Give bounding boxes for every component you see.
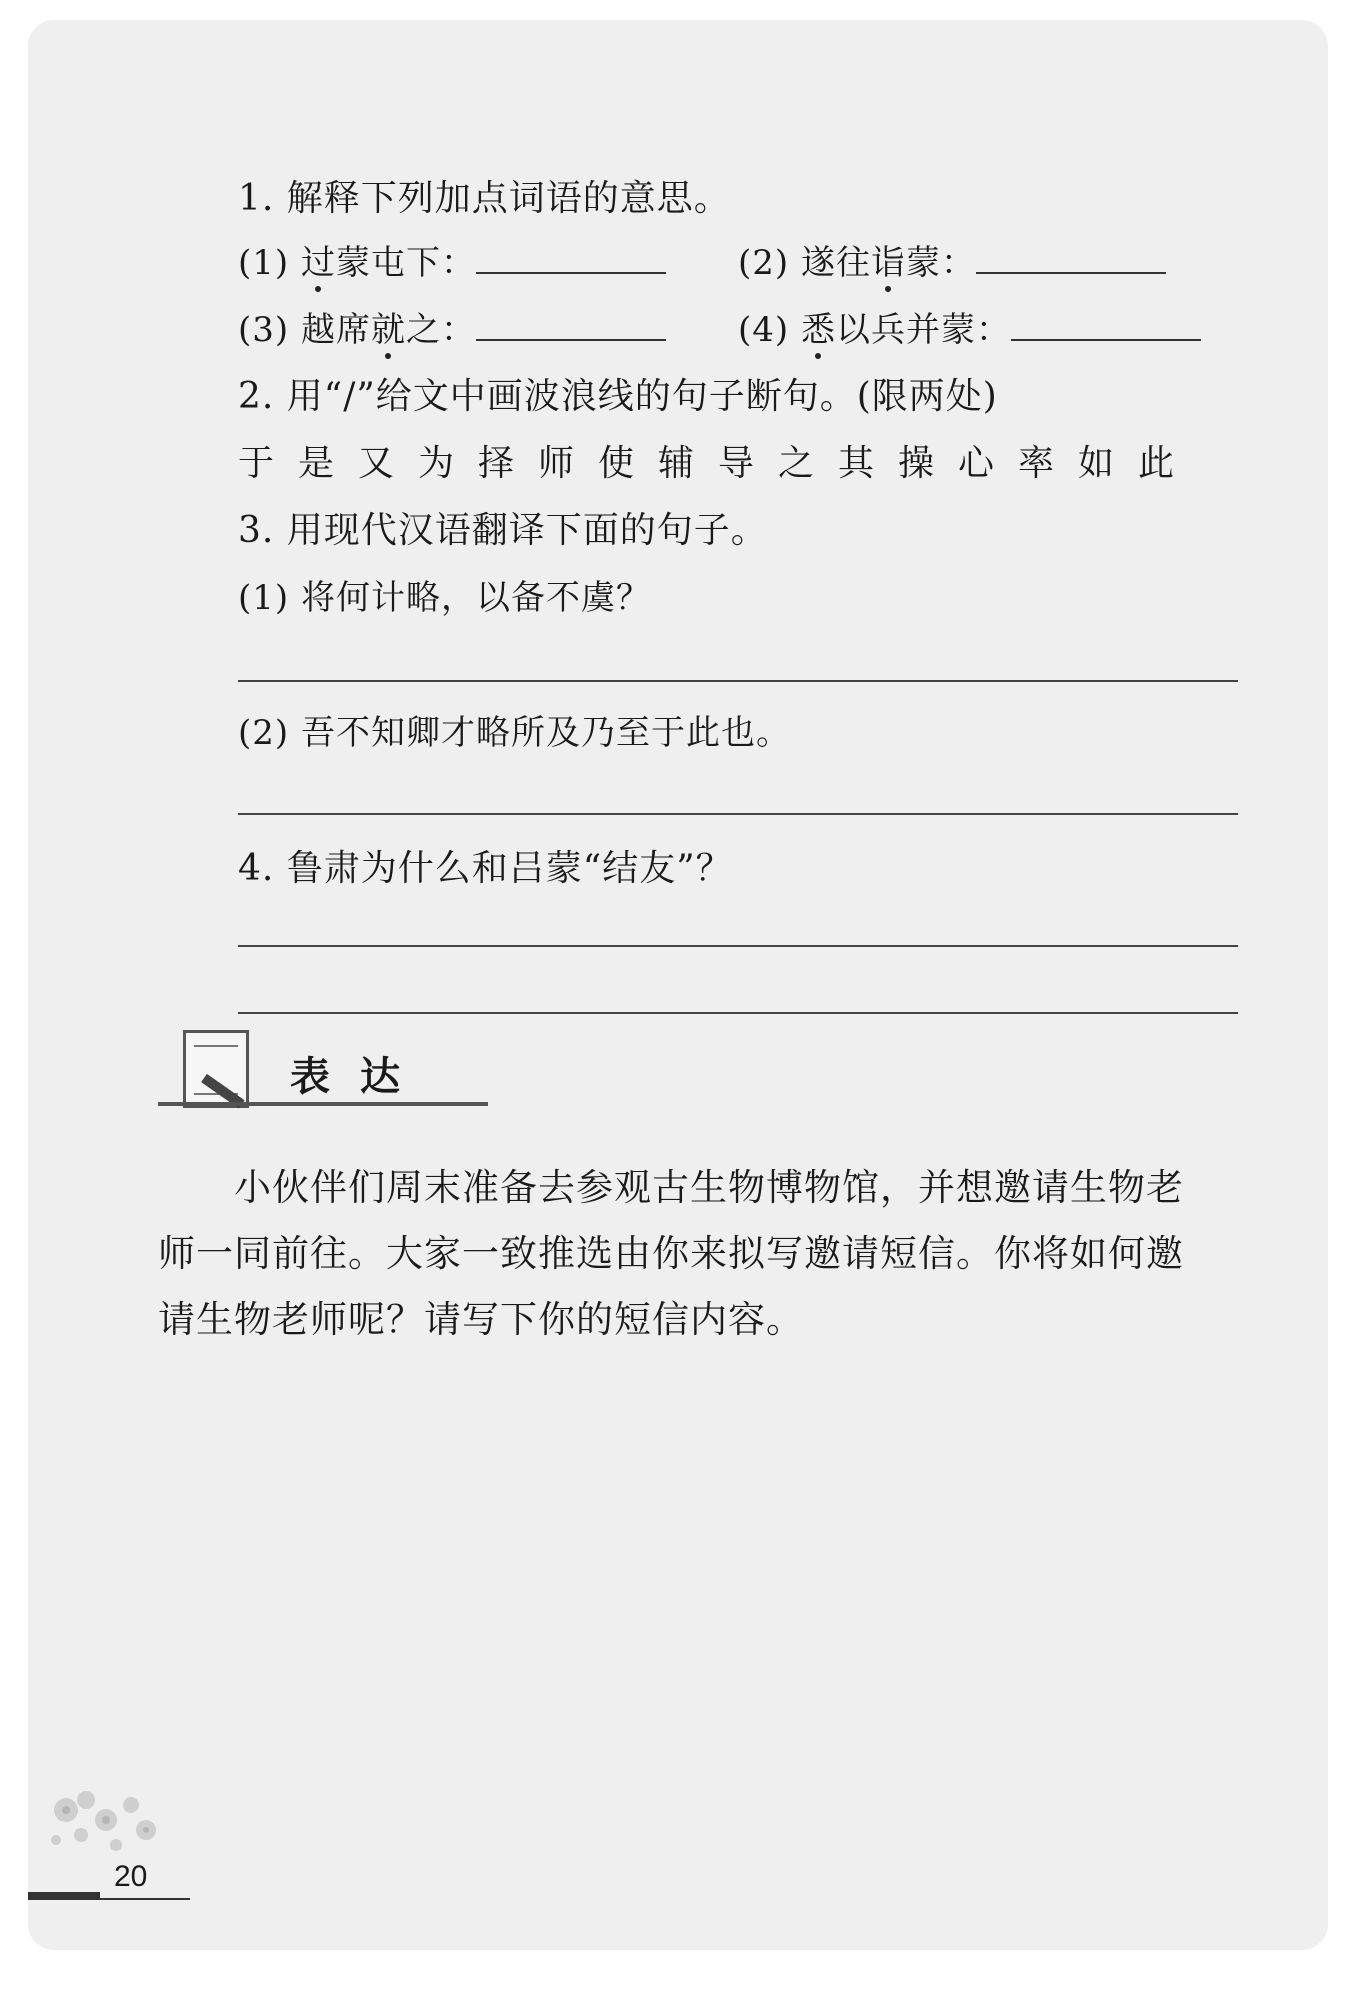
q2-sentence: 于是又为择师使辅导之其操心率如此 — [238, 443, 1199, 484]
q1-item-2-prefix: (2) 遂往 — [738, 243, 871, 283]
q3-item-1-answer-line[interactable] — [238, 680, 1238, 682]
q1-item-1 — [238, 235, 666, 284]
worksheet-page — [28, 20, 1328, 1950]
paragraph-line-1: 小伙伴们周末准备去参观古生物博物馆，并想邀请生物老 — [234, 1166, 1184, 1209]
notebook-pencil-icon — [183, 1030, 249, 1108]
q1-item-4-dotted-word: 悉 — [801, 302, 836, 351]
section-header-underline — [158, 1102, 488, 1106]
page-number: 20 — [114, 1860, 148, 1893]
q4-answer-line-1[interactable] — [238, 945, 1238, 947]
q3-item-2-answer-line[interactable] — [238, 813, 1238, 815]
footer-rule — [100, 1898, 190, 1900]
q1-item-2 — [738, 235, 1166, 284]
q1-item-1-prefix: (1) — [238, 243, 301, 283]
q1-item-2-dotted-word: 诣 — [871, 235, 906, 284]
q1-item-3 — [238, 302, 666, 351]
q1-item-4-rest: 以兵并蒙： — [835, 310, 1011, 350]
q1-item-2-rest: 蒙： — [905, 243, 976, 283]
q1-item-4-prefix: (4) — [738, 310, 801, 350]
q1-item-3-prefix: (3) 越席 — [238, 310, 371, 350]
q1-item-4 — [738, 302, 1201, 351]
q1-item-1-rest: 蒙屯下： — [335, 243, 476, 283]
paragraph-line-3: 请生物老师呢？请写下你的短信内容。 — [158, 1298, 804, 1341]
q1-item-1-blank[interactable] — [476, 242, 666, 274]
q1-item-4-blank[interactable] — [1011, 309, 1201, 341]
section-title: 表达 — [290, 1053, 430, 1100]
question-3-title: 3. 用现代汉语翻译下面的句子。 — [238, 510, 768, 551]
question-2-title: 2. 用“/”给文中画波浪线的句子断句。(限两处) — [238, 376, 998, 417]
paragraph-line-2: 师一同前往。大家一致推选由你来拟写邀请短信。你将如何邀 — [158, 1232, 1184, 1275]
question-1-title: 1. 解释下列加点词语的意思。 — [238, 178, 731, 219]
q3-item-2: (2) 吾不知卿才略所及乃至于此也。 — [238, 713, 791, 753]
section-paragraph — [158, 1155, 1258, 1353]
floral-decoration — [36, 1780, 176, 1860]
q4-answer-line-2[interactable] — [238, 1012, 1238, 1014]
q1-item-2-blank[interactable] — [976, 242, 1166, 274]
q3-item-1: (1) 将何计略，以备不虞？ — [238, 578, 651, 618]
q1-item-3-dotted-word: 就 — [371, 302, 406, 351]
q1-item-1-dotted-word: 过 — [301, 235, 336, 284]
footer-bar — [28, 1892, 100, 1900]
q1-item-3-blank[interactable] — [476, 309, 666, 341]
question-4-title: 4. 鲁肃为什么和吕蒙“结友”？ — [238, 848, 733, 889]
q1-item-3-rest: 之： — [405, 310, 476, 350]
